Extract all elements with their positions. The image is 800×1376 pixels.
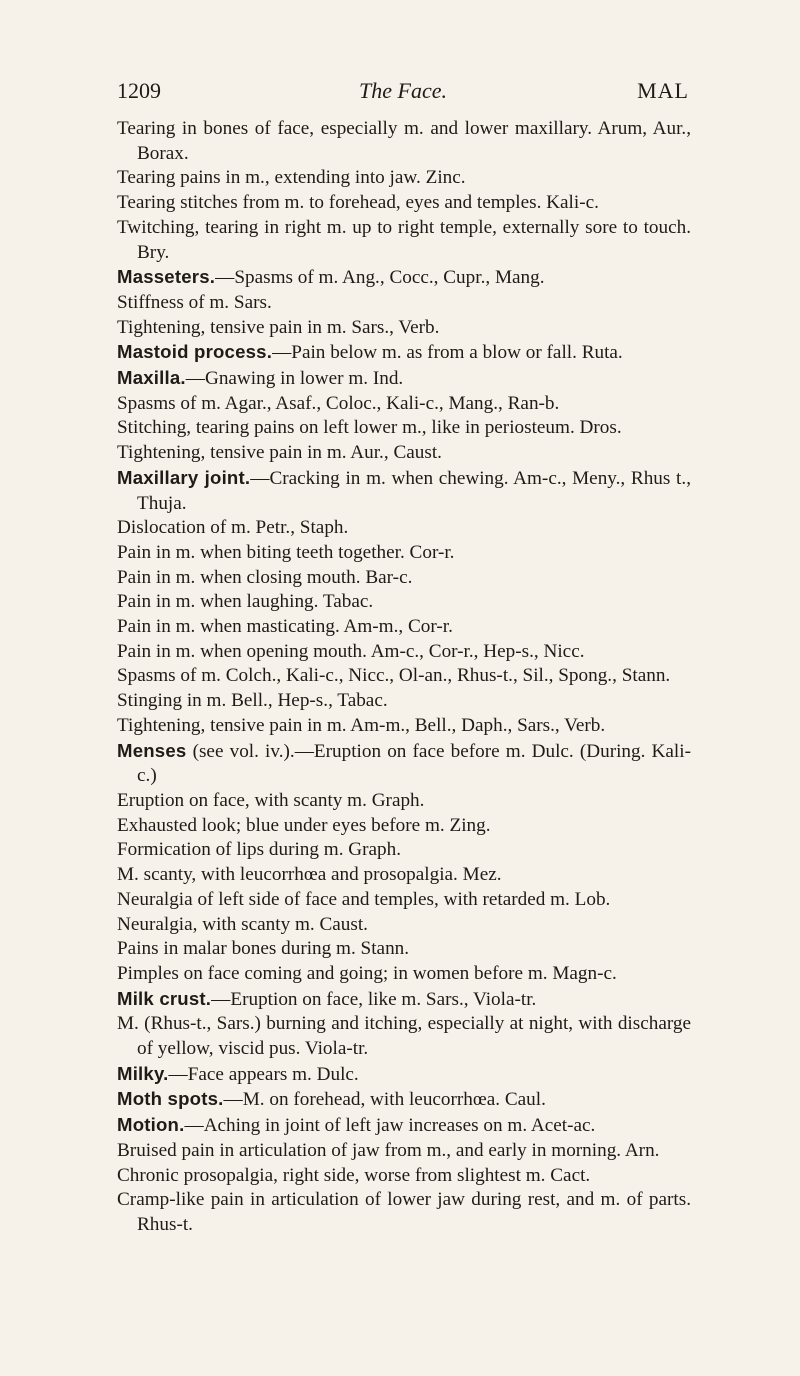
- entry-text: Neuralgia, with scanty m. Caust.: [117, 913, 368, 935]
- entry: [117, 615, 691, 640]
- page-number: 1209: [117, 78, 161, 103]
- entry: [117, 166, 691, 191]
- entry: [117, 1087, 691, 1113]
- entry: [117, 117, 691, 166]
- entry: [117, 191, 691, 216]
- entry-text: Dislocation of m. Petr., Staph.: [117, 517, 349, 539]
- entry: [117, 714, 691, 739]
- entry: [117, 441, 691, 466]
- entry-text: (see vol. iv.).—Eruption on face before m. Dulc. (During. Kali-c.): [137, 740, 691, 787]
- entry: [117, 316, 691, 341]
- entry-text: —Cracking in m. when chewing. Am-c., Meny., Rhus t., Thuja.: [137, 467, 691, 514]
- entry-text: Chronic prosopalgia, right side, worse from slightest m. Cact.: [117, 1164, 591, 1186]
- entry-heading: Maxillary joint.: [117, 466, 251, 488]
- entry-text: —M. on forehead, with leucorrhœa. Caul.: [223, 1089, 546, 1111]
- entry-heading: Masseters.: [117, 266, 216, 288]
- entry: [117, 466, 691, 516]
- entry-text: Pain in m. when opening mouth. Am-c., Cor-r., Hep-s., Nicc.: [117, 640, 585, 662]
- entry-text: Tearing stitches from m. to forehead, eyes and temples. Kali-c.: [117, 192, 599, 214]
- entry-text: —Eruption on face, like m. Sars., Viola-tr.: [211, 988, 537, 1010]
- entry: [117, 913, 691, 938]
- entry: [117, 814, 691, 839]
- entry-text: —Aching in joint of left jaw increases on m. Acet-ac.: [184, 1115, 596, 1137]
- entry: [117, 590, 691, 615]
- entry-heading: Menses: [117, 739, 187, 761]
- entry-text: Stiffness of m. Sars.: [117, 291, 272, 313]
- entry: [117, 1113, 691, 1139]
- page-header: [117, 78, 689, 108]
- entry: [117, 416, 691, 441]
- entry: [117, 1012, 691, 1061]
- entry: [117, 291, 691, 316]
- entry-text: Tightening, tensive pain in m. Aur., Caust.: [117, 442, 442, 464]
- entry-text: Exhausted look; blue under eyes before m. Zing.: [117, 814, 491, 836]
- entry-text: Spasms of m. Agar., Asaf., Coloc., Kali-c., Mang., Ran-b.: [117, 392, 560, 414]
- entry: [117, 1164, 691, 1189]
- entry-text: —Face appears m. Dulc.: [168, 1063, 359, 1085]
- entry-text: Pains in malar bones during m. Stann.: [117, 938, 410, 960]
- entry: [117, 566, 691, 591]
- entry: [117, 1188, 691, 1237]
- entry-text: Tightening, tensive pain in m. Am-m., Bell., Daph., Sars., Verb.: [117, 714, 606, 736]
- entry: [117, 516, 691, 541]
- entry-text: Tightening, tensive pain in m. Sars., Verb.: [117, 316, 440, 338]
- entry-heading: Moth spots.: [117, 1088, 224, 1110]
- entry: [117, 640, 691, 665]
- entry: [117, 541, 691, 566]
- entry: [117, 689, 691, 714]
- entry-text: Pain in m. when masticating. Am-m., Cor-r.: [117, 616, 453, 638]
- entry: [117, 1139, 691, 1164]
- entry: [117, 838, 691, 863]
- entry-heading: Maxilla.: [117, 367, 186, 389]
- entry-text: Spasms of m. Colch., Kali-c., Nicc., Ol-an., Rhus-t., Sil., Spong., Stann.: [117, 665, 671, 687]
- entry: [117, 340, 691, 366]
- entry: [117, 392, 691, 417]
- entry-text: Eruption on face, with scanty m. Graph.: [117, 789, 425, 811]
- entry-text: Pain in m. when biting teeth together. Cor-r.: [117, 541, 455, 563]
- entry-text: Bruised pain in articulation of jaw from m., and early in morning. Arn.: [117, 1139, 660, 1161]
- entry-text: Tearing pains in m., extending into jaw. Zinc.: [117, 167, 466, 189]
- entry: [117, 888, 691, 913]
- entry-text: Pimples on face coming and going; in women before m. Magn-c.: [117, 962, 617, 984]
- entry-text: Stinging in m. Bell., Hep-s., Tabac.: [117, 690, 388, 712]
- entry-text: —Pain below m. as from a blow or fall. Ruta.: [272, 342, 623, 364]
- entry: [117, 937, 691, 962]
- entry: [117, 739, 691, 789]
- entry-text: M. scanty, with leucorrhœa and prosopalgia. Mez.: [117, 864, 502, 886]
- entry-text: Stitching, tearing pains on left lower m., like in periosteum. Dros.: [117, 417, 622, 439]
- entry-heading: Motion.: [117, 1114, 185, 1136]
- section-code: MAL: [637, 78, 689, 103]
- entry-heading: Milk crust.: [117, 987, 212, 1009]
- entry-text: Formication of lips during m. Graph.: [117, 839, 402, 861]
- entry: [117, 216, 691, 265]
- entry: [117, 265, 691, 291]
- entry-text: Tearing in bones of face, especially m. and lower maxillary. Arum, Aur., Borax.: [117, 118, 691, 164]
- entry-text: Pain in m. when closing mouth. Bar-c.: [117, 566, 413, 588]
- entry: [117, 664, 691, 689]
- entry-text: Twitching, tearing in right m. up to right temple, externally sore to touch. Bry.: [117, 216, 691, 263]
- running-title: The Face.: [359, 78, 447, 103]
- entry-text: Pain in m. when laughing. Tabac.: [117, 591, 374, 613]
- entry-text: M. (Rhus-t., Sars.) burning and itching, especially at night, with discharge of yellow, viscid pus. Viola-tr.: [117, 1013, 691, 1060]
- entry: [117, 863, 691, 888]
- entry-text: —Spasms of m. Ang., Cocc., Cupr., Mang.: [215, 267, 545, 289]
- entry: [117, 1062, 691, 1088]
- entry-text: Cramp-like pain in articulation of lower jaw during rest, and m. of parts. Rhus-t.: [117, 1189, 691, 1235]
- entry: [117, 789, 691, 814]
- entry-list: [117, 117, 691, 1238]
- entry: [117, 987, 691, 1013]
- entry: [117, 366, 691, 392]
- entry-heading: Milky.: [117, 1062, 169, 1084]
- entry-heading: Mastoid process.: [117, 341, 273, 363]
- entry: [117, 962, 691, 987]
- entry-text: —Gnawing in lower m. Ind.: [185, 368, 404, 390]
- entry-text: Neuralgia of left side of face and temples, with retarded m. Lob.: [117, 888, 611, 910]
